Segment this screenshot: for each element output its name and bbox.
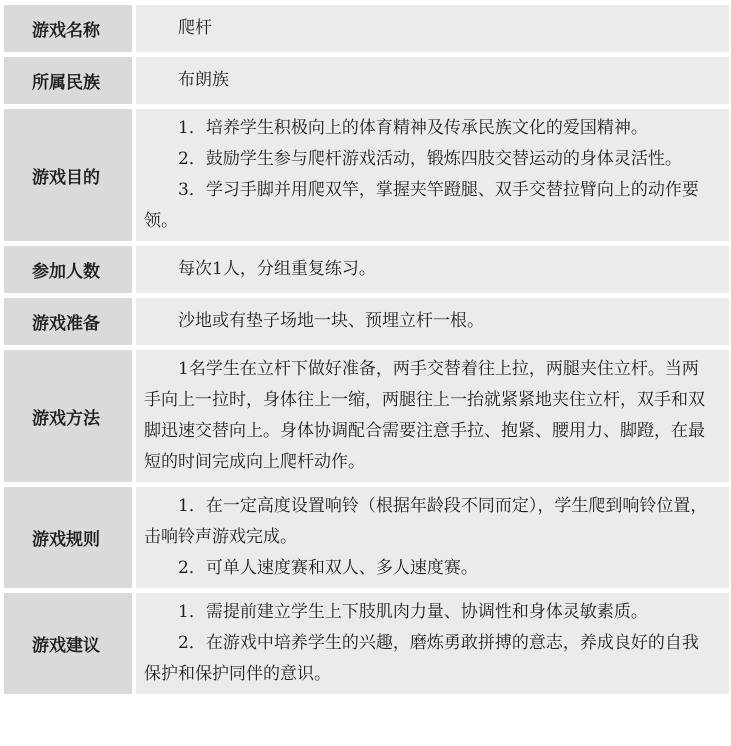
row-value-participants: [136, 246, 729, 293]
row-value-game-suggestions: [136, 593, 729, 694]
row-value-ethnic-group: [136, 57, 729, 104]
row-label-game-name: 游戏名称: [4, 5, 132, 52]
row-label-preparation: 游戏准备: [4, 298, 132, 345]
paragraph: 爬杆: [178, 18, 212, 38]
row-preparation: [4, 298, 729, 345]
row-value-game-rules: [136, 487, 729, 588]
row-value-preparation: [136, 298, 729, 345]
paragraph: 2．在游戏中培养学生的兴趣，磨炼勇敢拼搏的意志，养成良好的自我保护和保护同伴的意识。: [144, 633, 699, 684]
row-label-game-suggestions: 游戏建议: [4, 593, 132, 694]
paragraph: 2．鼓励学生参与爬杆游戏活动，锻炼四肢交替运动的身体灵活性。: [178, 149, 682, 169]
paragraph: 3．学习手脚并用爬双竿，掌握夹竿蹬腿、双手交替拉臂向上的动作要领。: [144, 180, 699, 231]
row-game-method: [4, 350, 729, 482]
row-label-game-method: 游戏方法: [4, 350, 132, 482]
row-label-game-purpose: 游戏目的: [4, 109, 132, 241]
paragraph: 布朗族: [178, 70, 229, 90]
paragraph: 1．培养学生积极向上的体育精神及传承民族文化的爱国精神。: [178, 118, 648, 138]
row-game-name: [4, 5, 729, 52]
paragraph: 1名学生在立杆下做好准备，两手交替着往上拉，两腿夹住立杆。当两手向上一拉时，身体往上一缩，两腿往上一抬就紧紧地夹住立杆，双手和双脚迅速交替向上。身体协调配合需要注意手拉、抱紧、腰用力、脚蹬，在最短的时间完成向上爬杆动作。: [144, 359, 705, 472]
row-ethnic-group: [4, 57, 729, 104]
paragraph: 2．可单人速度赛和双人、多人速度赛。: [178, 558, 478, 578]
row-label-ethnic-group: 所属民族: [4, 57, 132, 104]
paragraph: 沙地或有垫子场地一块、预埋立杆一根。: [178, 311, 484, 331]
paragraph: 1．需提前建立学生上下肢肌肉力量、协调性和身体灵敏素质。: [178, 602, 648, 622]
paragraph: 每次1人，分组重复练习。: [178, 259, 376, 279]
row-value-game-purpose: [136, 109, 729, 241]
row-value-game-name: [136, 5, 729, 52]
row-label-participants: 参加人数: [4, 246, 132, 293]
row-participants: [4, 246, 729, 293]
paragraph: 1．在一定高度设置响铃（根据年龄段不同而定），学生爬到响铃位置，击响铃声游戏完成。: [144, 496, 708, 547]
row-game-purpose: [4, 109, 729, 241]
game-info-table: [4, 0, 729, 699]
row-label-game-rules: 游戏规则: [4, 487, 132, 588]
row-value-game-method: [136, 350, 729, 482]
row-game-rules: [4, 487, 729, 588]
row-game-suggestions: [4, 593, 729, 694]
